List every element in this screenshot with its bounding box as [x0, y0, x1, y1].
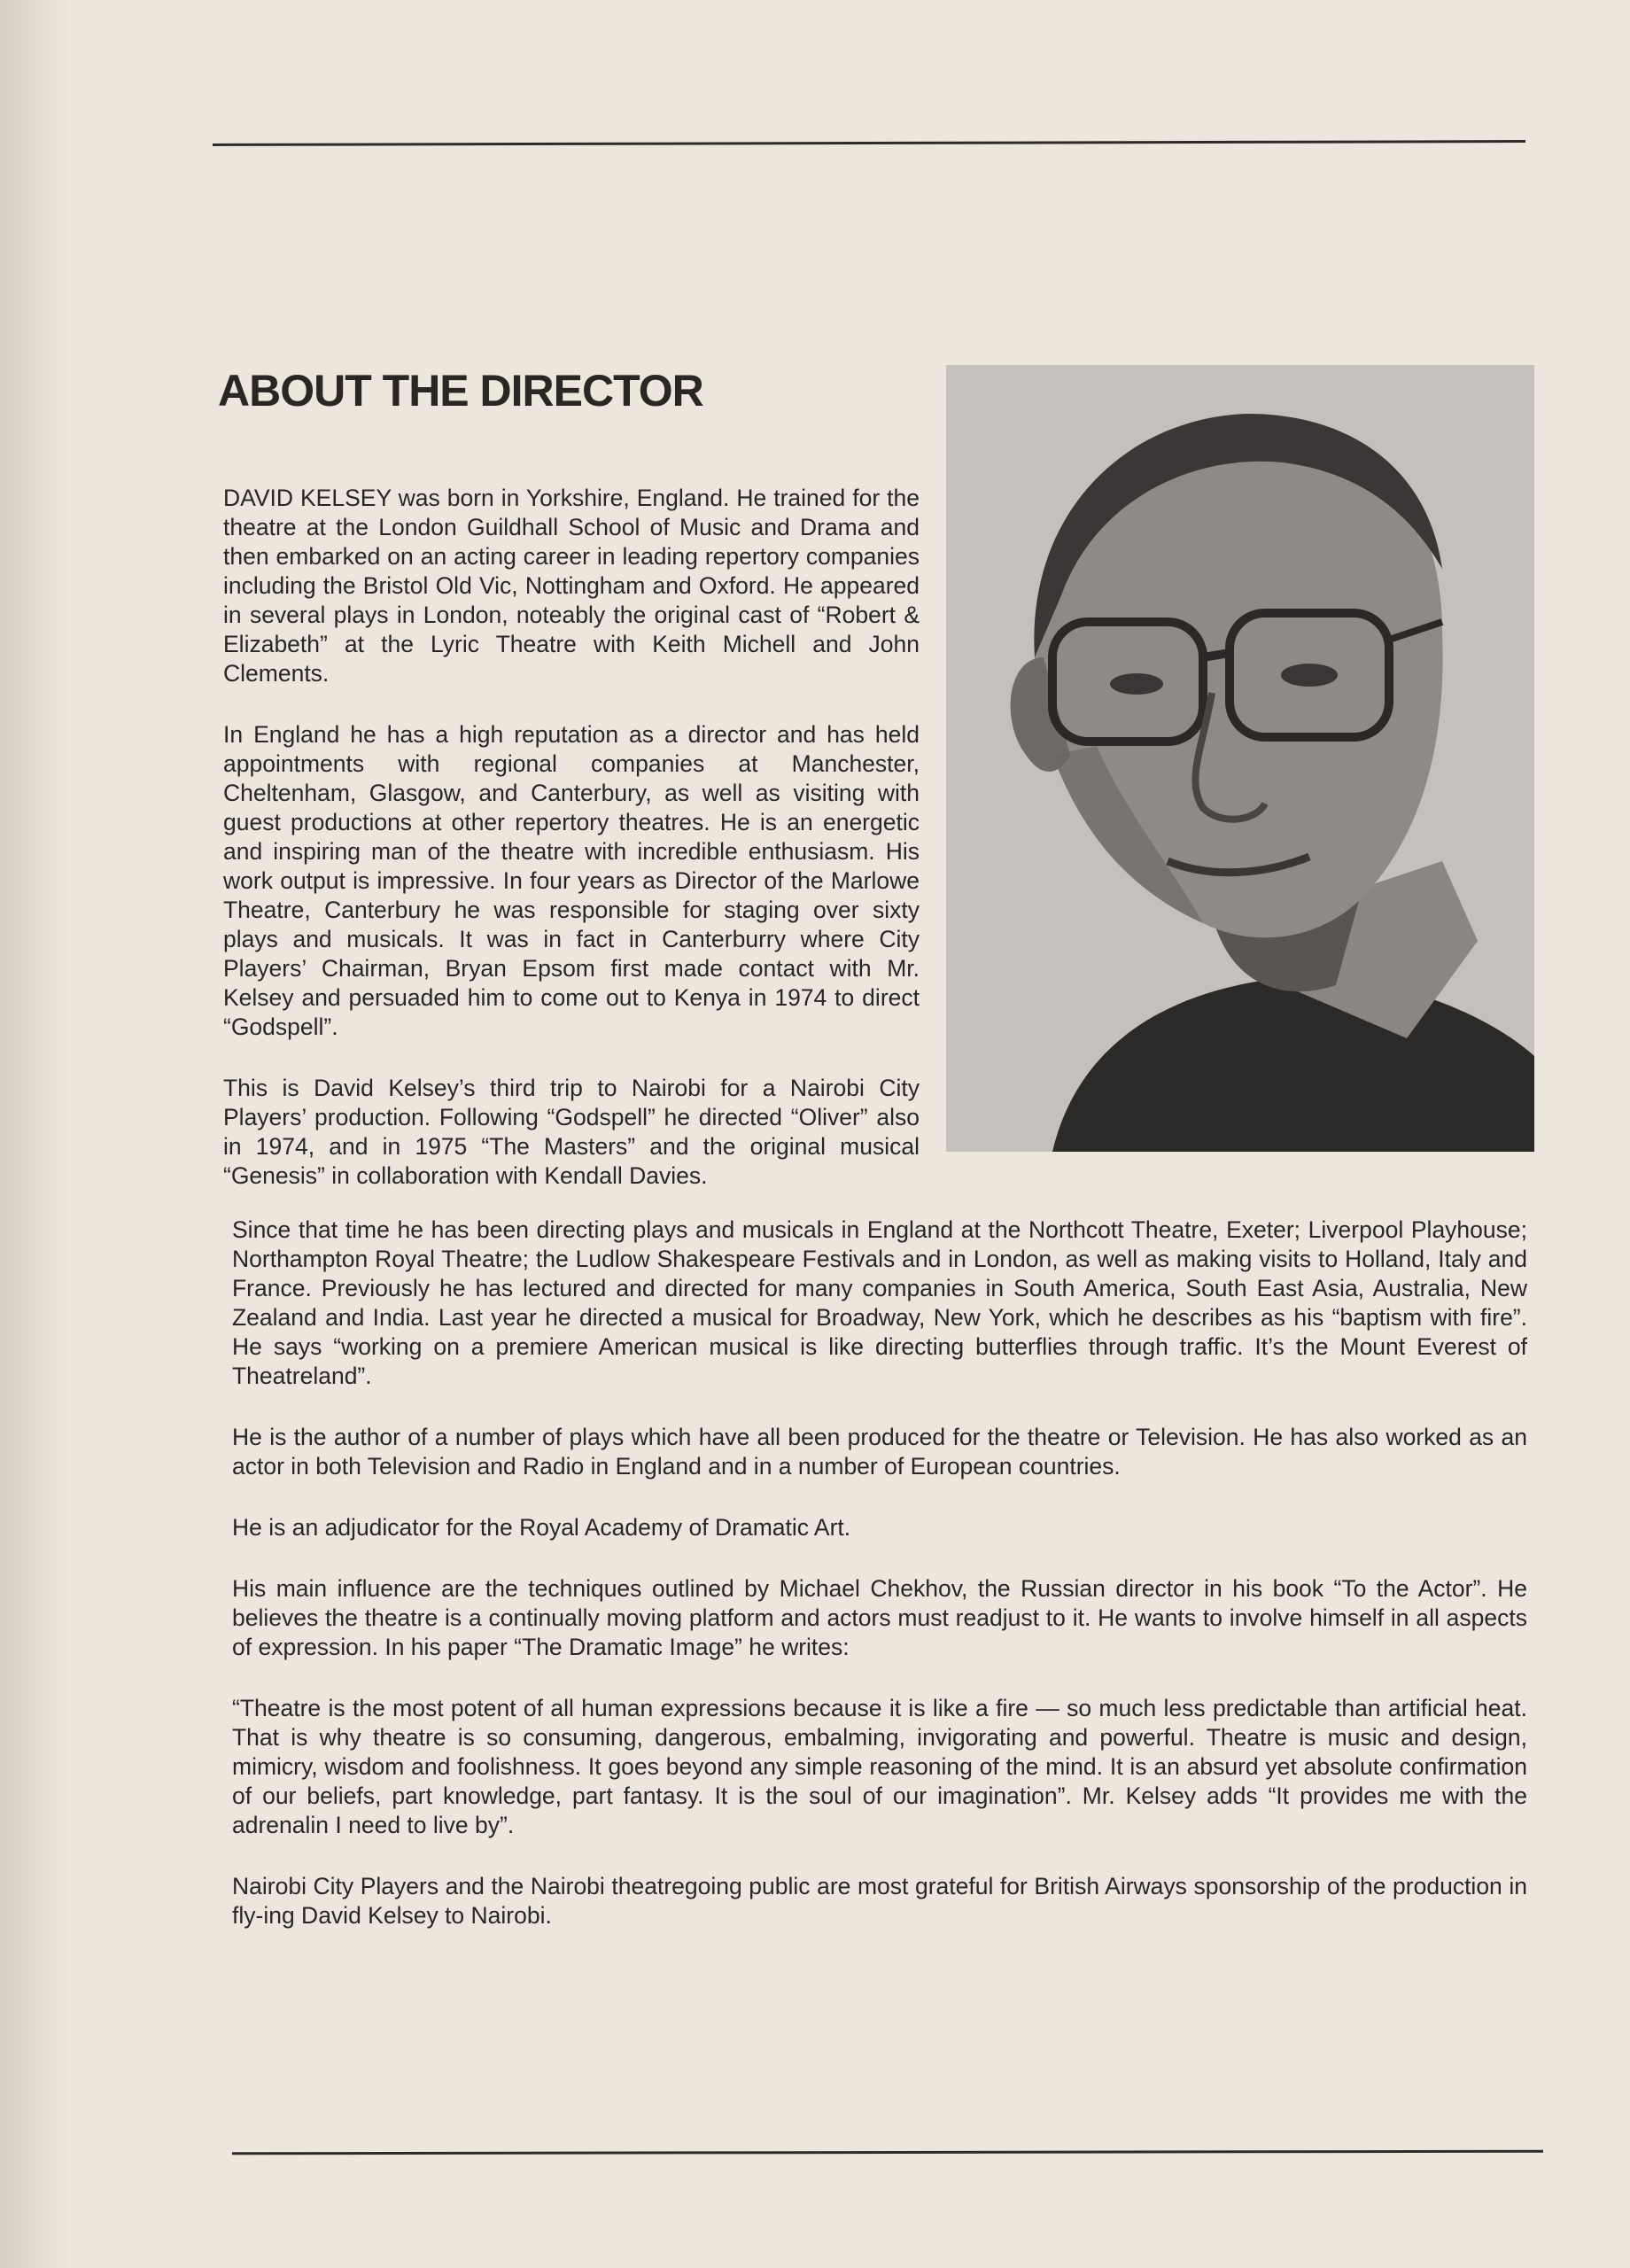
page-title: ABOUT THE DIRECTOR [218, 366, 703, 416]
bottom-rule [232, 2150, 1543, 2155]
intro-paragraph-1: DAVID KELSEY was born in Yorkshire, England. He trained for the theatre at the London Guildhall School of Music and Drama and then embarked on an acting career in leading repertory companies including the Bristol Old Vic, Nottingham and Oxford. He appeared in several plays in London, noteably the original cast of “Robert & Elizabeth” at the Lyric Theatre with Keith Michell and John Clements. [223, 485, 920, 687]
body-paragraph-4: His main influence are the techniques outlined by Michael Chekhov, the Russian director in his book “To the Actor”. He believes the theatre is a continually moving platform and actors must readjust to it. He wants to involve himself in all aspects of expression. In his paper “The Dramatic Image” he writes: [232, 1575, 1527, 1660]
body-paragraph-6: Nairobi City Players and the Nairobi theatregoing public are most grateful for British Airways sponsorship of the production in fly-ing David Kelsey to Nairobi. [232, 1873, 1527, 1929]
intro-paragraph-2: In England he has a high reputation as a director and has held appointments with regional companies at Manchester, Cheltenham, Glasgow, and Canterbury, as well as visiting with guest productions at other repertory theatres. He is an energetic and inspiring man of the theatre with incredible enthusiasm. His work output is impressive. In four years as Director of the Marlowe Theatre, Canterbury he was responsible for staging over sixty plays and musicals. It was in fact in Canterburry where City Players’ Chairman, Bryan Epsom first made contact with Mr. Kelsey and persuaded him to come out to Kenya in 1974 to direct “Godspell”. [223, 721, 920, 1040]
page-binding-edge [0, 0, 71, 2268]
intro-paragraph-3: This is David Kelsey’s third trip to Nairobi for a Nairobi City Players’ production. Following “Godspell” he directed “Oliver” also in 1974, and in 1975 “The Masters” and the original musical “Genesis” in collaboration with Kendall Davies. [223, 1075, 920, 1189]
full-width-column [232, 1216, 1527, 1962]
intro-column [223, 484, 920, 1223]
director-portrait-photo [946, 365, 1534, 1152]
portrait-illustration [946, 365, 1534, 1152]
body-paragraph-2: He is the author of a number of plays which have all been produced for the theatre or Television. He has also worked as an actor in both Television and Radio in England and in a number of European countries. [232, 1424, 1527, 1480]
body-paragraph-1: Since that time he has been directing plays and musicals in England at the Northcott Theatre, Exeter; Liverpool Playhouse; Northampton Royal Theatre; the Ludlow Shakespeare Festivals and in London, as well as making visits to Holland, Italy and France. Previously he has lectured and directed for many companies in South America, South East Asia, Australia, New Zealand and India. Last year he directed a musical for Broadway, New York, which he describes as his “baptism with fire”. He says “working on a premiere American musical is like directing butterflies through traffic. It’s the Mount Everest of Theatreland”. [232, 1216, 1527, 1389]
body-paragraph-3: He is an adjudicator for the Royal Academy of Dramatic Art. [232, 1514, 851, 1541]
top-rule [213, 140, 1525, 146]
body-paragraph-5-quote: “Theatre is the most potent of all human expressions because it is like a fire — so much less predictable than artificial heat. That is why theatre is so consuming, dangerous, embalming, invigorating and powerful. Theatre is music and design, mimicry, wisdom and foolishness. It goes beyond any simple reasoning of the mind. It is an absurd yet absolute confirmation of our beliefs, part knowledge, part fantasy. It is the soul of our imagination”. Mr. Kelsey adds “It provides me with the adrenalin I need to live by”. [232, 1695, 1527, 1838]
